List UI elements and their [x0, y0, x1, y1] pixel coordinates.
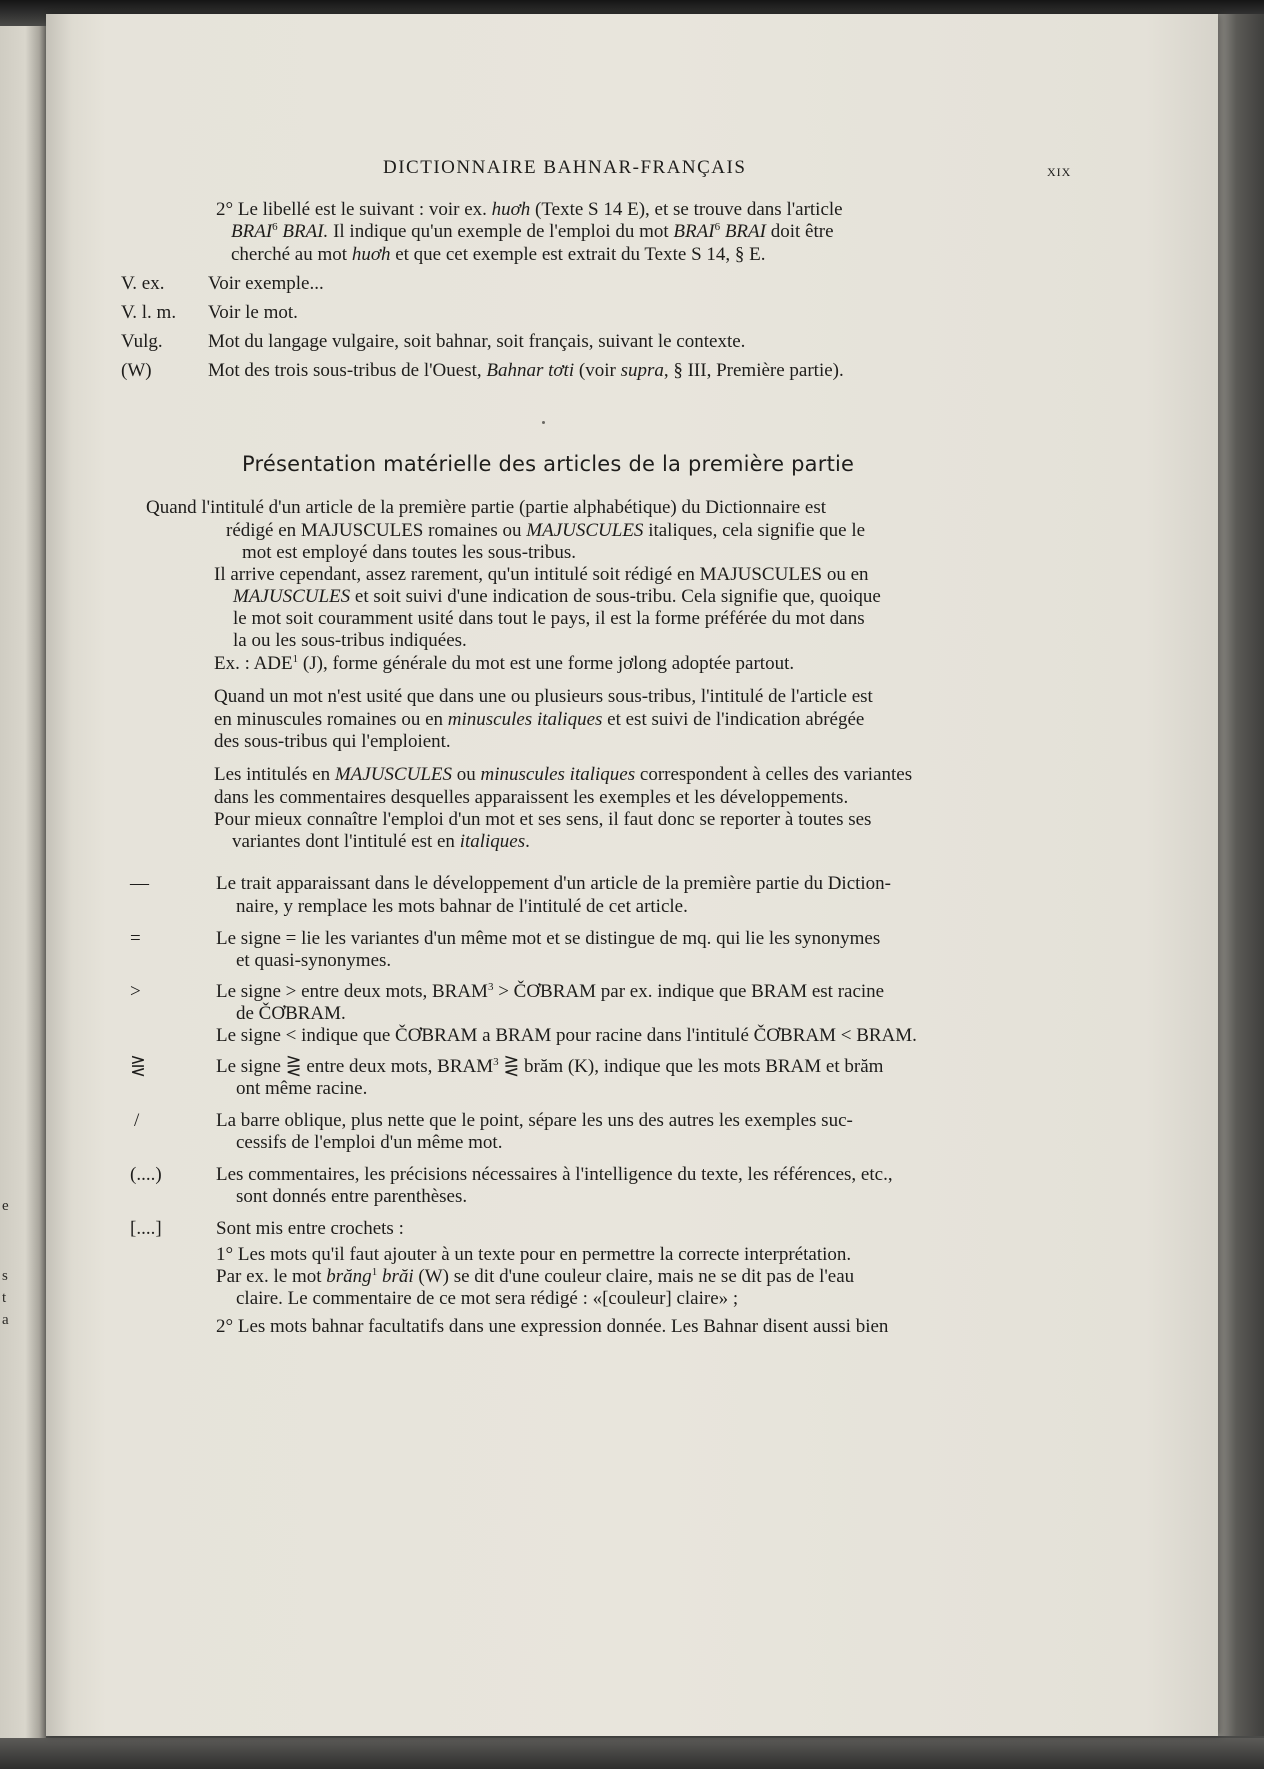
dictionary-page: [46, 14, 1218, 1736]
left-page-edge: [0, 26, 46, 1738]
dash-sign: —: [130, 873, 149, 894]
sign-text: naire, y remplace les mots bahnar de l'intitulé de cet article.: [236, 896, 688, 917]
bottom-shadow: [0, 1738, 1264, 1769]
intro-line: en minuscules romaines ou en minuscules italiques et est suivi de l'indication abrégée: [214, 709, 865, 730]
sign-text: La barre oblique, plus nette que le point, sépare les uns des autres les exemples suc-: [216, 1110, 853, 1131]
sign-text: sont donnés entre parenthèses.: [236, 1186, 468, 1207]
brackets-sign: [....]: [130, 1218, 162, 1239]
sign-text: Par ex. le mot brăng$^1$ brăi (W) se dit d'une couleur claire, mais ne se dit pas de l'eau: [216, 1266, 855, 1287]
intro-line: Quand l'intitulé d'un article de la première partie (partie alphabétique) du Dictionnaire est: [146, 497, 827, 518]
sign-text: et quasi-synonymes.: [236, 950, 392, 971]
slash-sign: /: [134, 1110, 140, 1131]
intro-line: dans les commentaires desquelles apparaissent les exemples et les développements.: [214, 787, 849, 808]
intro-line: mot est employé dans toutes les sous-tribus.: [242, 542, 577, 563]
sign-text: claire. Le commentaire de ce mot sera rédigé : «[couleur] claire» ;: [236, 1288, 739, 1309]
intro-line: rédigé en MAJUSCULES romaines ou MAJUSCULES italiques, cela signifie que le: [226, 520, 866, 541]
sign-text: Les commentaires, les précisions nécessaires à l'intelligence du texte, les références, etc.,: [216, 1164, 893, 1185]
parentheses-sign: (....): [130, 1164, 162, 1185]
intro-line: Quand un mot n'est usité que dans une ou plusieurs sous-tribus, l'intitulé de l'article est: [214, 686, 873, 707]
sign-text: Le trait apparaissant dans le développement d'un article de la première partie du Diction-: [216, 873, 892, 894]
print-speck: [542, 421, 545, 424]
abbrev-intro-line: 2° Le libellé est le suivant : voir ex. huơh (Texte S 14 E), et se trouve dans l'article: [216, 199, 843, 220]
left-page-fragment: e: [2, 1198, 9, 1214]
intro-line: Les intitulés en MAJUSCULES ou minuscules italiques correspondent à celles des variantes: [214, 764, 913, 785]
sign-text: de ČƠBRAM.: [236, 1003, 346, 1024]
section-title: Présentation matérielle des articles de la première partie: [242, 452, 855, 476]
sign-text: Le signe ⋛ entre deux mots, BRAM$^3$ ⋛ brăm (K), indique que les mots BRAM et brăm: [216, 1056, 884, 1077]
intro-line: la ou les sous-tribus indiquées.: [233, 630, 467, 651]
left-page-fragment: a: [2, 1312, 9, 1328]
abbrev-intro-line: cherché au mot huơh et que cet exemple est extrait du Texte S 14, § E.: [231, 244, 766, 265]
abbrev-key: V. ex.: [121, 273, 165, 294]
abbrev-key: Vulg.: [121, 331, 163, 352]
intro-example: Ex. : ADE$^1$ (J), forme générale du mot est une forme jơlong adoptée partout.: [214, 653, 795, 674]
sign-text: ont même racine.: [236, 1078, 368, 1099]
sign-text: Le signe = lie les variantes d'un même mot et se distingue de mq. qui lie les synonymes: [216, 928, 881, 949]
greater-equal-less-sign: ⋛: [130, 1056, 146, 1077]
sign-text: Sont mis entre crochets :: [216, 1218, 404, 1239]
greater-than-sign: >: [130, 981, 141, 1002]
left-page-fragment: t: [2, 1290, 7, 1306]
intro-line: Pour mieux connaître l'emploi d'un mot et ses sens, il faut donc se reporter à toutes ses: [214, 809, 872, 830]
sign-text: Le signe < indique que ČƠBRAM a BRAM pour racine dans l'intitulé ČƠBRAM < BRAM.: [216, 1025, 917, 1046]
abbrev-text: Mot des trois sous-tribus de l'Ouest, Bahnar tơti (voir supra, § III, Première partie).: [208, 360, 844, 381]
left-page-fragment: s: [2, 1268, 8, 1284]
intro-line: des sous-tribus qui l'emploient.: [214, 731, 451, 752]
sign-text: cessifs de l'emploi d'un même mot.: [236, 1132, 503, 1153]
intro-line: variantes dont l'intitulé est en italiques.: [232, 831, 530, 852]
abbrev-text: Voir le mot.: [208, 302, 298, 323]
running-title: DICTIONNAIRE BAHNAR-FRANÇAIS: [383, 157, 747, 178]
intro-line: le mot soit couramment usité dans tout le pays, il est la forme préférée du mot dans: [233, 608, 865, 629]
sign-text: 2° Les mots bahnar facultatifs dans une expression donnée. Les Bahnar disent aussi bien: [216, 1316, 889, 1337]
equals-sign: =: [130, 928, 141, 949]
abbrev-intro-line: BRAI$^6$ BRAI. Il indique qu'un exemple de l'emploi du mot BRAI$^6$ BRAI doit être: [231, 221, 834, 242]
abbrev-key: (W): [121, 360, 152, 381]
abbrev-text: Voir exemple...: [208, 273, 324, 294]
sign-text: 1° Les mots qu'il faut ajouter à un texte pour en permettre la correcte interprétation.: [216, 1244, 852, 1265]
right-page-edge: [1218, 14, 1264, 1736]
abbrev-key: V. l. m.: [121, 302, 177, 323]
intro-line: Il arrive cependant, assez rarement, qu'un intitulé soit rédigé en MAJUSCULES ou en: [214, 564, 869, 585]
intro-line: MAJUSCULES et soit suivi d'une indication de sous-tribu. Cela signifie que, quoique: [233, 586, 881, 607]
page-folio: XIX: [1047, 165, 1072, 179]
abbrev-text: Mot du langage vulgaire, soit bahnar, soit français, suivant le contexte.: [208, 331, 746, 352]
sign-text: Le signe > entre deux mots, $BRAM^3$ > ČƠBRAM par ex. indique que BRAM est racine: [216, 981, 885, 1002]
